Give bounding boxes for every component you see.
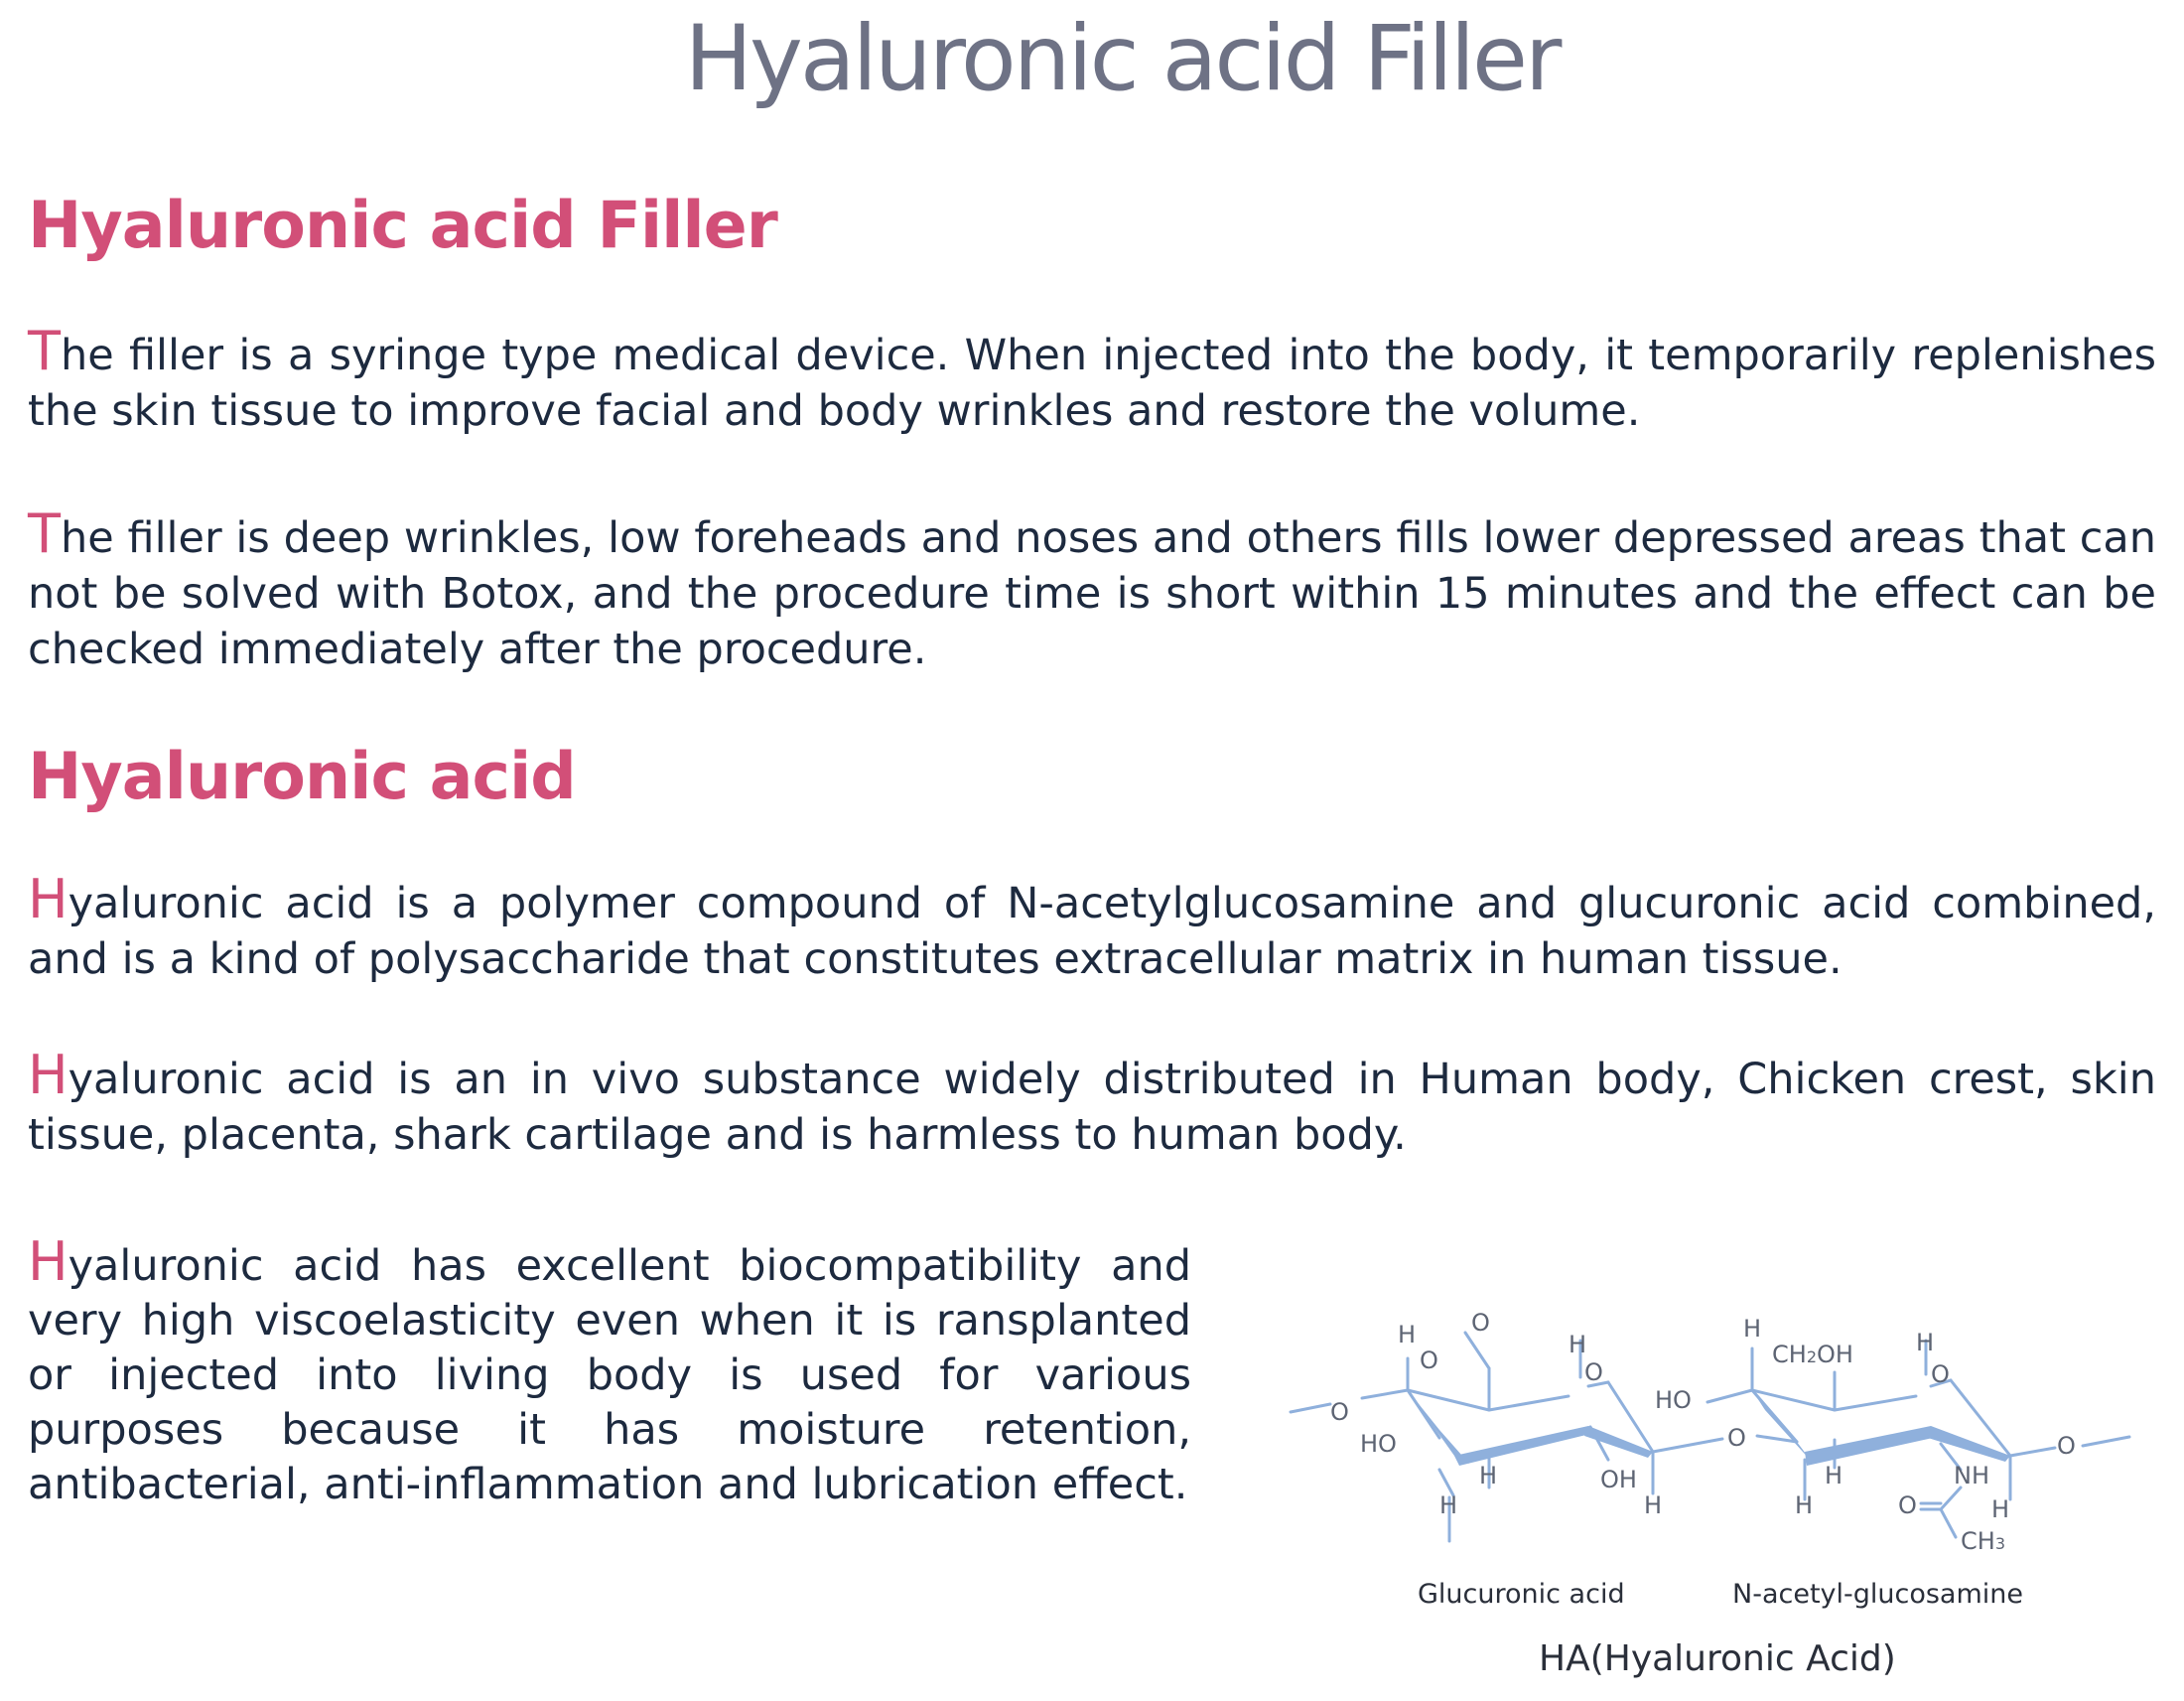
drop-initial: T [28,320,61,382]
svg-text:H: H [1644,1491,1663,1519]
svg-text:CH3: CH3 [1961,1527,2005,1555]
page-title: Hyaluronic acid Filler [684,7,1560,111]
paragraph-filler-procedure [28,502,2156,677]
paragraph-text: he filler is a syringe type medical device. When injected into the body, it temporarily replenishes the skin tissue to improve facial and body wrinkles and restore the volume. [28,331,2156,436]
caption-hyaluronic-acid: HA(Hyaluronic Acid) [1539,1638,1896,1679]
svg-text:O: O [1727,1424,1746,1452]
svg-text:H: H [1825,1462,1843,1489]
section-heading-hyaluronic-acid: Hyaluronic acid [28,740,576,814]
svg-text:H: H [1795,1491,1814,1519]
svg-text:H: H [1479,1462,1498,1489]
atom-labels [1330,1309,2076,1555]
svg-text:OH: OH [1600,1466,1637,1493]
svg-text:HO: HO [1655,1386,1692,1414]
paragraph-text: yaluronic acid is a polymer compound of N-acetylglucosamine and glucuronic acid combined, and is a kind of polysaccharide that constitutes extracellular matrix in human tissue. [28,879,2156,984]
svg-text:H: H [1991,1495,2010,1523]
svg-text:H: H [1398,1321,1417,1348]
molecule-structure [1281,1281,2154,1698]
section-heading-filler: Hyaluronic acid Filler [28,189,777,263]
svg-text:H: H [1439,1491,1458,1519]
caption-glucuronic-acid: Glucuronic acid [1418,1579,1625,1610]
svg-text:CH2OH: CH2OH [1772,1341,1853,1368]
svg-text:NH: NH [1954,1462,1989,1489]
paragraph-text: yaluronic acid is an in vivo substance widely distributed in Human body, Chicken crest, skin tissue, placenta, shark cartilage and is harmless to human body. [28,1055,2156,1160]
svg-text:H: H [1916,1329,1935,1356]
paragraph-ha-distribution [28,1044,2156,1163]
svg-text:O: O [1898,1491,1917,1519]
svg-text:H: H [1743,1315,1762,1343]
svg-text:H: H [1569,1331,1587,1358]
svg-text:O: O [2057,1432,2076,1460]
drop-initial: H [28,1044,68,1106]
drop-initial: H [28,1230,68,1293]
svg-text:HO: HO [1360,1430,1397,1458]
paragraph-filler-definition [28,320,2156,439]
drop-initial: H [28,868,68,930]
drop-initial: T [28,502,61,565]
paragraph-text: yaluronic acid has excellent biocompatibility and very high viscoelasticity even when it is ransplanted or injected into living body is used for various purposes because it has moisture retention, antibacterial, anti-inflammation and lubrication effect. [28,1241,1191,1509]
paragraph-text: he filler is deep wrinkles, low foreheads and noses and others fills lower depressed areas that can not be solved with Botox, and the procedure time is short within 15 minutes and the effect can be checked immediately after the procedure. [28,513,2156,674]
paragraph-ha-properties [28,1230,1191,1512]
hyaluronic-acid-structure-diagram [1281,1281,2154,1698]
svg-text:O: O [1420,1347,1438,1374]
svg-text:O: O [1584,1358,1603,1386]
paragraph-ha-composition [28,868,2156,987]
caption-n-acetyl-glucosamine: N-acetyl-glucosamine [1732,1579,2024,1610]
svg-text:O: O [1471,1309,1490,1337]
svg-text:O: O [1330,1398,1349,1426]
svg-text:O: O [1931,1360,1950,1388]
